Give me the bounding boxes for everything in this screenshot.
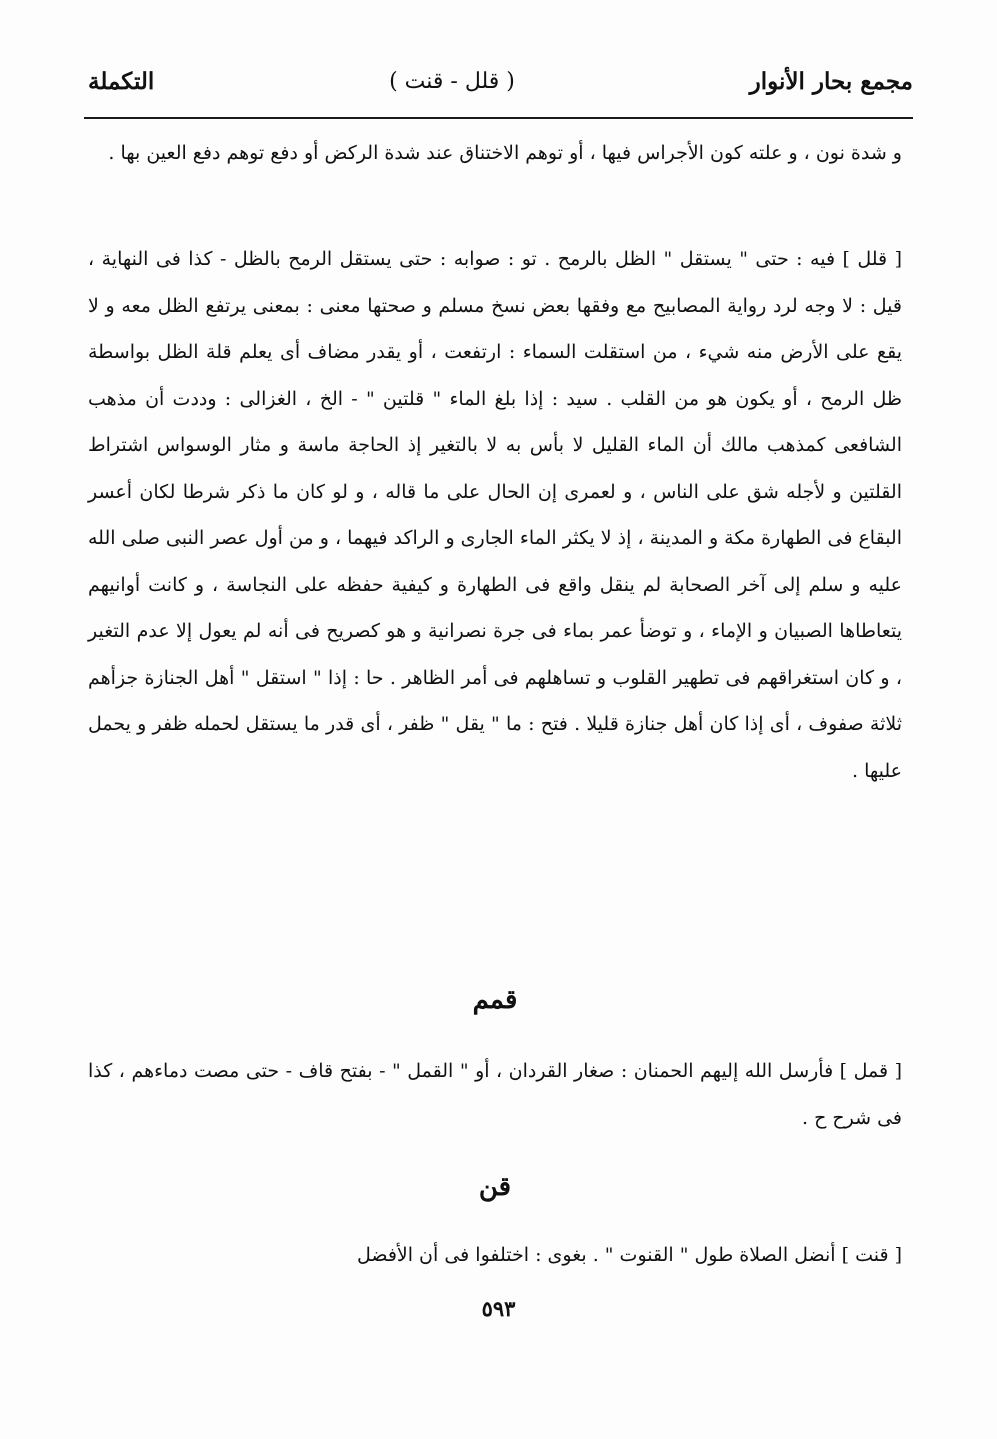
header-section-title: التكملة	[88, 67, 155, 95]
paragraph-qanat	[88, 1232, 902, 1279]
paragraph-text: [ قمل ] فأرسل الله إليهم الحمنان : صغار القردان ، أو " القمل " - بفتح قاف - حتى مصت دماءهم ، كذا فى شرح ح .	[88, 1060, 902, 1129]
running-header	[88, 56, 913, 106]
header-book-title: مجمع بحار الأنوار	[749, 67, 913, 95]
section-heading-qan: قن	[478, 1172, 512, 1202]
paragraph-qaml	[88, 1048, 902, 1141]
header-rule	[84, 117, 913, 119]
paragraph-text: و شدة نون ، و علته كون الأجراس فيها ، أو توهم الاختناق عند شدة الركض أو دفع توهم دفع العين بها .	[108, 142, 902, 164]
page-number: ٥٩٣	[481, 1296, 516, 1321]
header-entry-range: ( قلل - قنت )	[389, 68, 515, 94]
paragraph-text: [ قنت ] أنضل الصلاة طول " القنوت " . بغوى : اختلفوا فى أن الأفضل	[356, 1244, 902, 1266]
section-heading-qamm: قمم	[472, 985, 518, 1015]
paragraph-qalal	[88, 236, 902, 794]
paragraph-text: [ قلل ] فيه : حتى " يستقل " الظل بالرمح . تو : صوابه : حتى يستقل الرمح بالظل - كذا فى النهاية ، قيل : لا وجه لرد رواية المصابيح مع وفقها بعض نسخ مسلم و صحتها معنى : بمعنى يرتفع الظل معه و لا يقع على الأرض منه شيء ، من استقلت السماء : ارتفعت ، أو يقدر مضاف أى يعلم قلة الظل بواسطة ظل الرمح ، أو يكون هو من القلب . سيد : إذا بلغ الماء " قلتين " - الخ ، الغزالى : وددت أن مذهب الشافعى كمذهب مالك أن الماء القليل لا بأس به لا بالتغير إذ الحاجة ماسة و مثار الوسواس اشتراط القلتين و لأجله شق على الناس ، و لعمرى إن الحال على ما قاله ، و لو كان ما ذكر شرطا لكان أعسر البقاع فى الطهارة مكة و المدينة ، إذ لا يكثر الماء الجارى و الراكد فيهما ، و من أول عصر النبى صلى الله عليه و سلم إلى آخر الصحابة لم ينقل واقع فى الطهارة و كيفية حفظه على النجاسة ، و كانت أوانيهم يتعاطاها الصبيان و الإماء ، و توضأ عمر بماء فى جرة نصرانية و هو كصريح فى أنه لم يعول إلا عدم التغير ، و كان استغراقهم فى تطهير القلوب و تساهلهم فى أمر الظاهر . حا : إذا " استقل " أهل الجنازة جزأهم ثلاثة صفوف ، أى إذا كان أهل جنازة قليلا . فتح : ما " يقل " ظفر ، أى قدر ما يستقل لحمله ظفر و يحمل عليها .	[88, 248, 902, 782]
paragraph-continuation	[88, 130, 902, 177]
